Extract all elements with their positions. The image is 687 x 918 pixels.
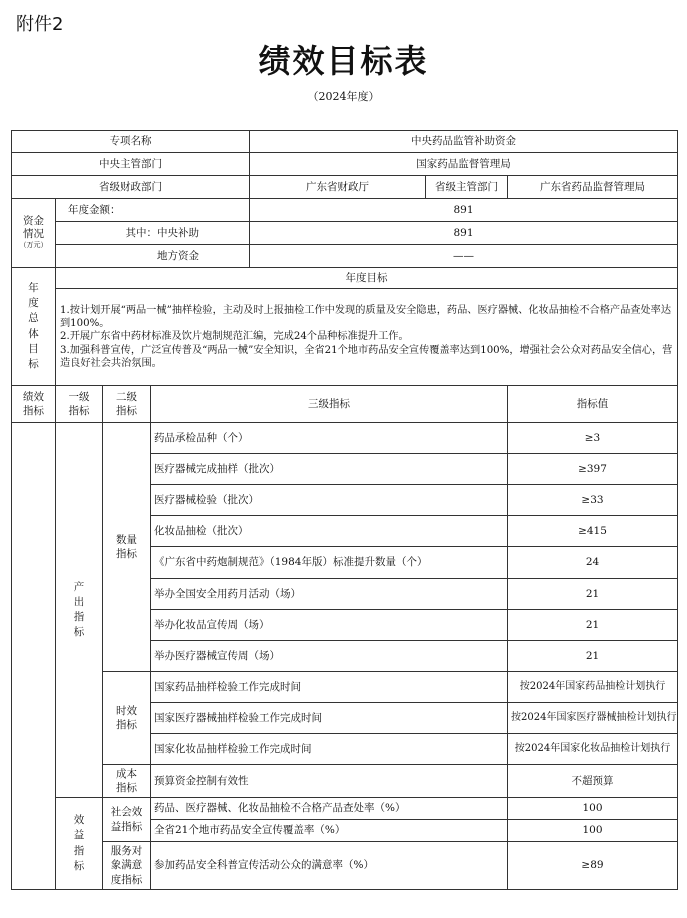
col-level2: 二级 指标 [103, 386, 151, 423]
indicator-value: 100 [508, 820, 678, 842]
indicator-name: 举办化妆品宣传周（场） [151, 610, 508, 641]
goal-item-3: 3.加强科普宣传，广泛宣传普及“两品一械”安全知识，全省21个地市药品安全宣传覆盖率达到100%，增强社会公众对药品安全信心，营造良好社会共治氛围。 [60, 344, 673, 369]
prov-dept-label: 省级主管部门 [426, 176, 508, 199]
indicator-name: 药品承检品种（个） [151, 423, 508, 454]
satisfaction-label: 服务对 象满意 度指标 [103, 842, 151, 890]
indicator-name: 《广东省中药炮制规范》（1984年版）标准提升数量（个） [151, 547, 508, 579]
goals-content-row [12, 289, 678, 386]
quantity-label: 数量 指标 [103, 423, 151, 672]
table-row [12, 672, 678, 703]
indicator-name: 国家医疗器械抽样检验工作完成时间 [151, 703, 508, 734]
col-level1: 一级 指标 [56, 386, 103, 423]
indicator-name: 预算资金控制有效性 [151, 765, 508, 798]
project-label: 专项名称 [12, 131, 250, 153]
prov-dept-value: 广东省药品监督管理局 [508, 176, 678, 199]
year-subtitle: （2024年度） [307, 90, 380, 103]
central-label: 其中：中央补助 [56, 222, 250, 245]
project-value: 中央药品监管补助资金 [250, 131, 678, 153]
goal-item-2: 2.开展广东省中药材标准及饮片炮制规范汇编，完成24个品种标准提升工作。 [60, 331, 409, 343]
funds-central-row [12, 222, 678, 245]
project-row [12, 131, 678, 153]
col-level3: 三级指标 [151, 386, 508, 423]
goals-header-row [12, 268, 678, 289]
indicator-value: ≥397 [508, 454, 678, 485]
table-row [12, 798, 678, 820]
annual-value: 891 [250, 199, 678, 222]
funds-unit: （万元） [19, 241, 48, 250]
col-perf: 绩效 指标 [12, 386, 56, 423]
indicator-name: 医疗器械完成抽样（批次） [151, 454, 508, 485]
indicator-name: 举办医疗器械宣传周（场） [151, 641, 508, 672]
indicator-value: 按2024年国家药品抽检计划执行 [508, 672, 678, 703]
col-value: 指标值 [508, 386, 678, 423]
central-value: 891 [250, 222, 678, 245]
indicator-value: 按2024年国家化妆品抽检计划执行 [508, 734, 678, 765]
indicator-value: 21 [508, 641, 678, 672]
cost-label: 成本 指标 [103, 765, 151, 798]
indicator-value: 21 [508, 579, 678, 610]
goals-header: 年度目标 [56, 268, 678, 289]
indicator-value: ≥3 [508, 423, 678, 454]
table-row [12, 842, 678, 866]
indicator-name: 举办全国安全用药月活动（场） [151, 579, 508, 610]
funds-annual-row [12, 199, 678, 222]
indicators-header-row [12, 386, 678, 423]
central-dept-value: 国家药品监督管理局 [250, 153, 678, 176]
output-label: 产 出 指 标 [56, 423, 103, 798]
indicator-name: 医疗器械检验（批次） [151, 485, 508, 516]
indicator-value: 按2024年国家医疗器械抽检计划执行 [508, 703, 678, 734]
timeliness-label: 时效 指标 [103, 672, 151, 765]
indicator-value: ≥415 [508, 516, 678, 547]
goal-item-1: 1.按计划开展“两品一械”抽样检验，主动及时上报抽检工作中发现的质量及安全隐患，药品、医疗器械、化妆品抽检不合格产品查处率达到100%。 [60, 304, 672, 330]
prov-fin-label: 省级财政部门 [12, 176, 250, 199]
funds-label-cell [12, 199, 56, 268]
page-title: 绩效目标表 [258, 42, 429, 80]
goals-content [56, 289, 678, 386]
perf-column-blank [12, 423, 56, 890]
indicator-name: 化妆品抽检（批次） [151, 516, 508, 547]
funds-label: 资金 情况 [23, 215, 44, 241]
indicator-name: 参加药品安全科普宣传活动公众的满意率（%） [151, 842, 508, 890]
goals-label: 年 度 总 体 目 标 [12, 268, 56, 386]
indicator-value: ≥33 [508, 485, 678, 516]
benefit-label: 效 益 指 标 [56, 798, 103, 890]
prov-fin-value: 广东省财政厅 [250, 176, 426, 199]
table-row [12, 765, 678, 798]
social-label: 社会效 益指标 [103, 798, 151, 842]
funds-local-row [12, 245, 678, 268]
indicator-name: 国家药品抽样检验工作完成时间 [151, 672, 508, 703]
local-value: —— [250, 245, 678, 268]
provincial-row [12, 176, 678, 199]
indicator-name: 药品、医疗器械、化妆品抽检不合格产品查处率（%） [151, 798, 508, 820]
indicator-value: 100 [508, 798, 678, 820]
indicator-value: 不超预算 [508, 765, 678, 798]
indicator-value: 24 [508, 547, 678, 579]
indicator-name: 国家化妆品抽样检验工作完成时间 [151, 734, 508, 765]
central-dept-row [12, 153, 678, 176]
performance-table [11, 130, 678, 890]
annual-label: 年度金额： [56, 199, 250, 222]
central-dept-label: 中央主管部门 [12, 153, 250, 176]
indicator-name: 全省21个地市药品安全宣传覆盖率（%） [151, 820, 508, 842]
table-row [12, 423, 678, 454]
attachment-label: 附件2 [16, 14, 64, 35]
indicator-value: 21 [508, 610, 678, 641]
local-label: 地方资金 [56, 245, 250, 268]
indicator-value: ≥89 [508, 842, 678, 890]
